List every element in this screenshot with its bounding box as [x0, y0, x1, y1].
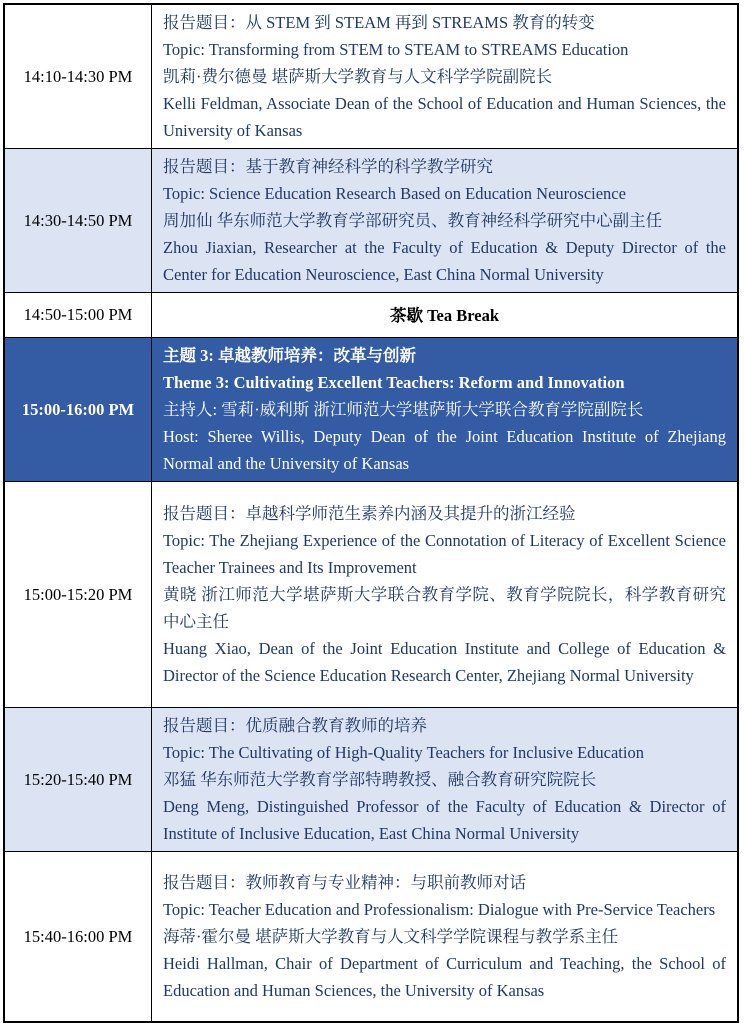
- session-cell: [152, 482, 737, 707]
- session-line: 报告题目：从 STEM 到 STEAM 再到 STREAMS 教育的转变: [163, 13, 595, 32]
- time-cell: 15:40-16:00 PM: [5, 852, 152, 1021]
- session-cell: [152, 149, 737, 292]
- session-cell: [152, 293, 737, 337]
- session-line: Topic: Transforming from STEM to STEAM to STREAMS Education: [163, 40, 629, 59]
- session-line: Host: Sheree Willis, Deputy Dean of the Joint Education Institute of Zhejiang Normal and the University of Kansas: [163, 427, 726, 473]
- time-cell: 14:50-15:00 PM: [5, 293, 152, 337]
- session-line: Topic: The Zhejiang Experience of the Connotation of Literacy of Excellent Science Teacher Trainees and Its Improvement: [163, 531, 726, 577]
- session-line: Huang Xiao, Dean of the Joint Education Institute and College of Education & Director of the Science Education Research Center, Zhejiang Normal University: [163, 639, 726, 685]
- session-line: 凯莉·费尔德曼 堪萨斯大学教育与人文科学学院副院长: [163, 67, 553, 86]
- session-line: 茶歇 Tea Break: [389, 305, 500, 325]
- time-cell: 15:00-16:00 PM: [5, 338, 152, 481]
- session-line: 报告题目：教师教育与专业精神：与职前教师对话: [163, 873, 526, 892]
- table-row: [5, 149, 737, 293]
- time-cell: 15:00-15:20 PM: [5, 482, 152, 707]
- session-line: 报告题目：基于教育神经科学的科学教学研究: [163, 157, 493, 176]
- time-cell: 15:20-15:40 PM: [5, 708, 152, 851]
- session-line: Zhou Jiaxian, Researcher at the Faculty of Education & Deputy Director of the Center for Education Neuroscience, East China Normal University: [163, 238, 726, 284]
- session-line: Theme 3: Cultivating Excellent Teachers: Reform and Innovation: [163, 373, 625, 392]
- session-cell: [152, 5, 737, 148]
- time-cell: 14:10-14:30 PM: [5, 5, 152, 148]
- session-cell: [152, 852, 737, 1021]
- session-line: Deng Meng, Distinguished Professor of the Faculty of Education & Director of Institute of Inclusive Education, East China Normal University: [163, 797, 726, 843]
- session-line: Topic: Teacher Education and Professionalism: Dialogue with Pre-Service Teachers: [163, 900, 716, 919]
- session-line: 主题 3: 卓越教师培养：改革与创新: [163, 346, 416, 365]
- table-row: [5, 852, 737, 1021]
- schedule-table: [3, 3, 739, 1023]
- session-line: 海蒂·霍尔曼 堪萨斯大学教育与人文科学学院课程与教学系主任: [163, 927, 619, 946]
- session-line: 报告题目：卓越科学师范生素养内涵及其提升的浙江经验: [163, 504, 576, 523]
- table-row: [5, 5, 737, 149]
- table-row: [5, 338, 737, 482]
- session-line: Topic: The Cultivating of High-Quality Teachers for Inclusive Education: [163, 743, 644, 762]
- session-cell: [152, 338, 737, 481]
- session-line: Heidi Hallman, Chair of Department of Curriculum and Teaching, the School of Education and Human Sciences, the University of Kansas: [163, 954, 726, 1000]
- session-line: 主持人: 雪莉·威利斯 浙江师范大学堪萨斯大学联合教育学院副院长: [163, 400, 644, 419]
- session-line: Topic: Science Education Research Based on Education Neuroscience: [163, 184, 626, 203]
- table-row: [5, 482, 737, 708]
- session-line: Kelli Feldman, Associate Dean of the School of Education and Human Sciences, the University of Kansas: [163, 94, 726, 140]
- session-cell: [152, 708, 737, 851]
- time-cell: 14:30-14:50 PM: [5, 149, 152, 292]
- session-line: 邓猛 华东师范大学教育学部特聘教授、融合教育研究院院长: [163, 770, 597, 789]
- table-row: [5, 708, 737, 852]
- session-line: 报告题目：优质融合教育教师的培养: [163, 716, 427, 735]
- table-row: [5, 293, 737, 338]
- session-line: 黄晓 浙江师范大学堪萨斯大学联合教育学院、教育学院院长，科学教育研究中心主任: [163, 585, 726, 631]
- session-line: 周加仙 华东师范大学教育学部研究员、教育神经科学研究中心副主任: [163, 211, 663, 230]
